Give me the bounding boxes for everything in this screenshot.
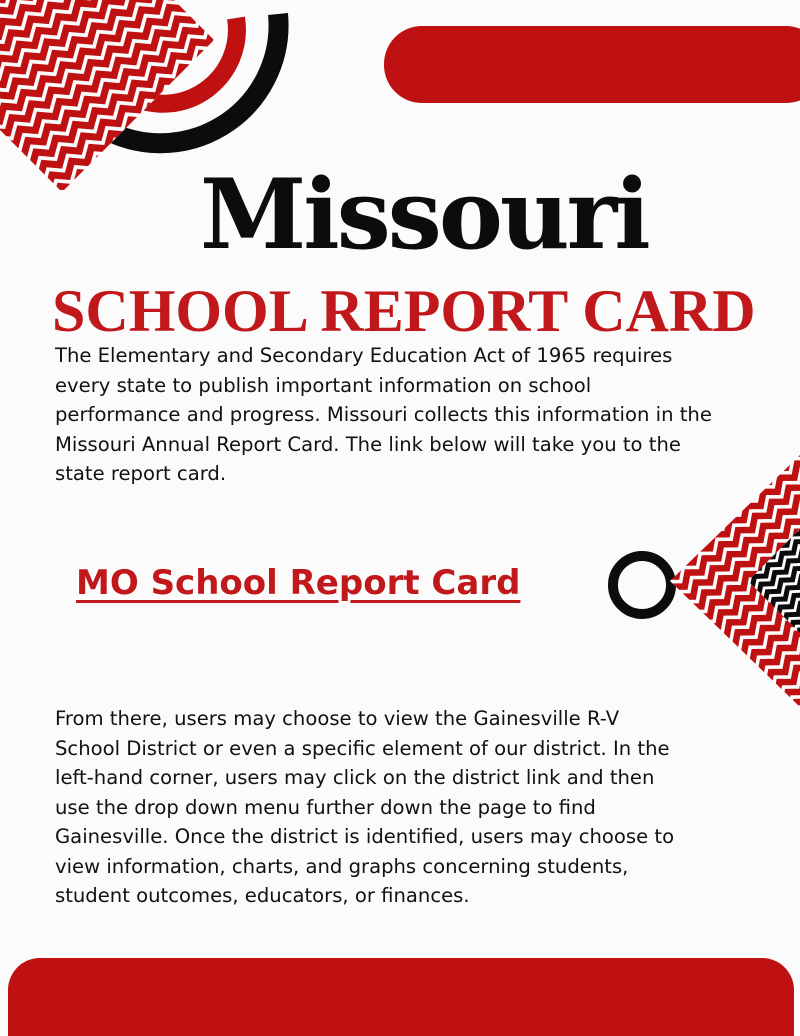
ring-icon (608, 551, 676, 619)
top-banner-bar (384, 26, 800, 103)
page-subtitle: SCHOOL REPORT CARD (52, 278, 756, 344)
page-title: Missouri (200, 158, 648, 271)
intro-paragraph: The Elementary and Secondary Education Act of 1965 requires every state to publish important information on school performance and progress. Missouri collects this information in the Missouri Annual Report Card. The link below will take you to the state report card. (55, 344, 712, 485)
chevron-diamond-icon (670, 455, 800, 710)
mo-school-report-card-link[interactable]: MO School Report Card (76, 563, 521, 603)
bottom-banner-bar (8, 958, 794, 1036)
instructions-paragraph: From there, users may choose to view the Gainesville R-V School District or even a specific element of our district. In the left-hand corner, users may click on the district link and then use the drop down menu further down the page to find Gainesville. Once the district is identified, users may choose to view information, charts, and graphs concerning students, student outcomes, educators, or finances. (55, 707, 675, 907)
